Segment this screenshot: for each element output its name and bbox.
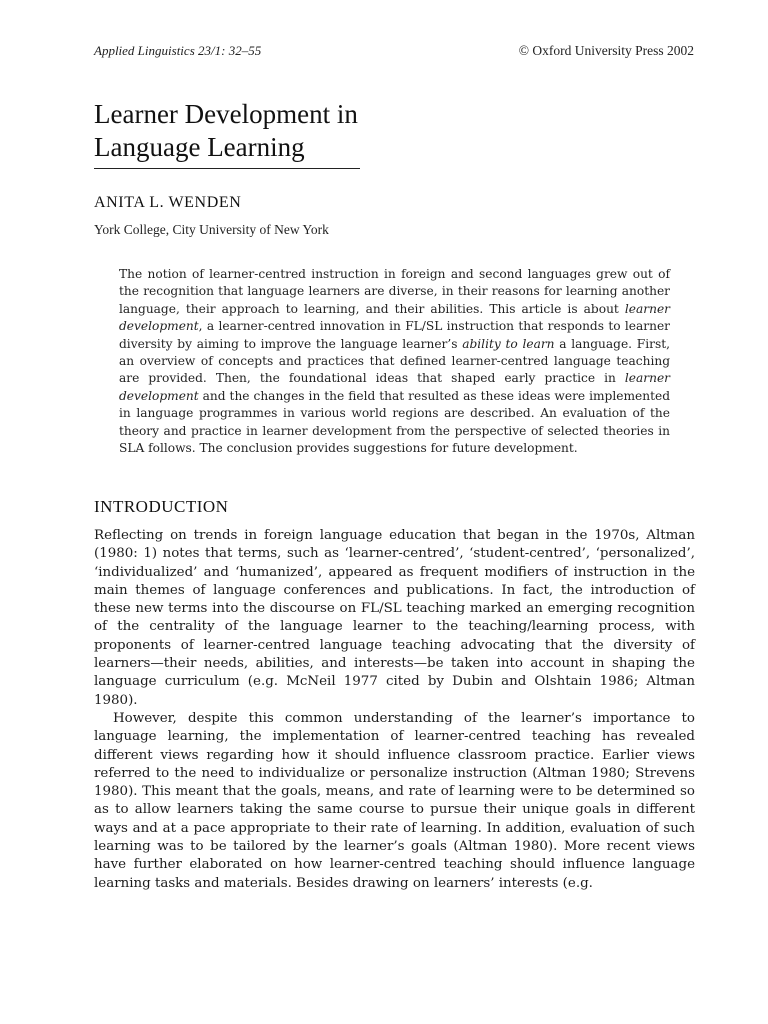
journal-citation: Applied Linguistics 23/1: 32–55 (94, 43, 262, 58)
author-name: ANITA L. WENDEN (94, 194, 242, 211)
abstract-text-1: The notion of learner-centred instruction in foreign and second languages grew out of the recognition that language learners are diverse, in their reasons for learning another language, their approach to learning, and their abilities. This article is about (119, 267, 670, 316)
title-line-2: Language Learning (94, 132, 305, 162)
author-affiliation: York College, City University of New York (94, 222, 329, 237)
article-title (94, 98, 454, 164)
abstract (119, 266, 670, 457)
copyright-notice: © Oxford University Press 2002 (518, 43, 694, 58)
introduction-body (94, 527, 695, 893)
abstract-text-2: , a learner-centred innovation in FL/SL instruction that responds to learner diversity by aiming to improve the language learner’s (119, 319, 670, 351)
paragraph: However, despite this common understanding of the learner’s importance to language learning, the implementation of learner-centred teaching has revealed different views regarding how it should influence classroom practice. Earlier views referred to the need to individualize or personalize instruction (Altman 1980; Strevens 1980). This meant that the goals, means, and rate of learning were to be determined so as to allow learners taking the same course to pursue their unique goals in different ways and at a pace appropriate to their rate of learning. In addition, evaluation of such learning was to be tailored by the learner’s goals (Altman 1980). More recent views have further elaborated on how learner-centred teaching should influence language learning tasks and materials. Besides drawing on learners’ interests (e.g. (94, 710, 695, 891)
title-underline (94, 168, 360, 169)
abstract-emphasis-1: learner development (119, 301, 670, 334)
section-heading-introduction: INTRODUCTION (94, 497, 229, 516)
abstract-emphasis-2: ability to learn (462, 336, 555, 351)
abstract-emphasis-3: learner development (119, 371, 670, 403)
title-line-1: Learner Development in (94, 99, 358, 129)
paragraph: Reflecting on trends in foreign language education that began in the 1970s, Altman (1980: 1) notes that terms, such as ‘learner-centred’, ‘student-centred’, ‘personalized’, ‘individualized’ and ‘humanized’, appeared as frequent modifiers of instruction in the main themes of language conferences and publications. In fact, the introduction of these new terms into the discourse on FL/SL teaching marked an emerging recognition of the centrality of the language learner to the teaching/learning process, with proponents of learner-centred language teaching advocating that the diversity of learners—their needs, abilities, and interests—be taken into account in shaping the language curriculum (e.g. McNeil 1977 cited by Dubin and Olshtain 1986; Altman 1980). (94, 528, 695, 708)
abstract-text-3: a language. First, an overview of concepts and practices that defined learner-centred language teaching are provided. Then, the foundational ideas that shaped early practice in (119, 336, 670, 386)
abstract-text-4: and the changes in the field that resulted as these ideas were implemented in language programmes in various world regions are described. An evaluation of the theory and practice in learner development from the perspective of selected theories in SLA follows. The conclusion provides suggestions for future development. (119, 388, 670, 456)
